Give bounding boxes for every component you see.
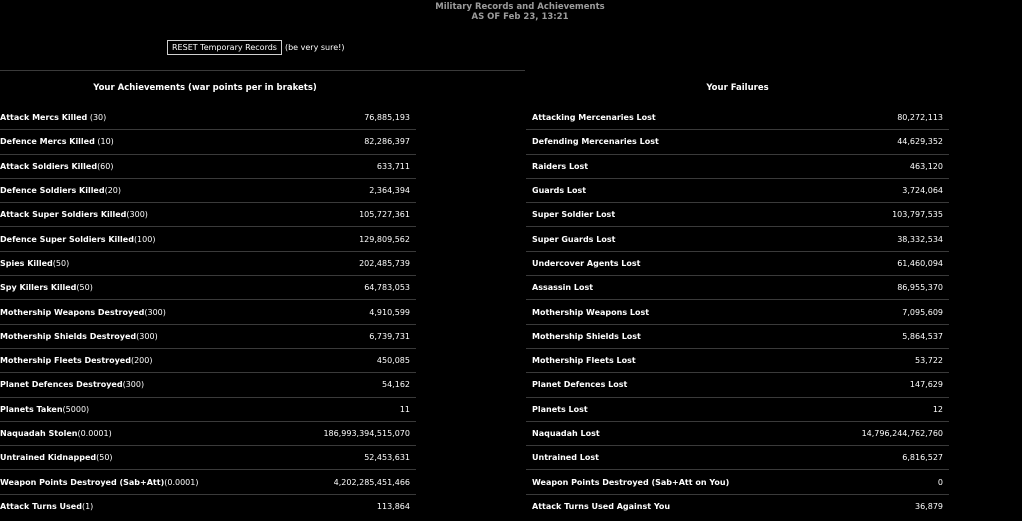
row-label — [532, 259, 641, 268]
table-row — [0, 155, 416, 179]
row-label — [0, 356, 152, 365]
row-value: 0 — [937, 477, 943, 487]
row-label-name: Guards Lost — [532, 186, 587, 196]
page-title: Military Records and Achievements — [435, 2, 605, 12]
row-label-name: Untrained Lost — [532, 453, 599, 463]
row-war-points: (300) — [126, 210, 148, 220]
failures-title: Your Failures — [706, 83, 769, 93]
row-war-points: (20) — [104, 186, 122, 196]
row-label-name: Attack Turns Used Against You — [532, 502, 671, 512]
row-label — [0, 186, 121, 195]
row-war-points: (10) — [94, 137, 114, 147]
row-label — [532, 405, 588, 414]
row-value: 4,202,285,451,466 — [333, 477, 410, 487]
table-row — [526, 179, 949, 203]
table-row — [0, 373, 416, 397]
row-label-name: Mothership Fleets Destroyed — [0, 356, 131, 366]
row-label-name: Super Guards Lost — [532, 234, 616, 244]
table-row — [526, 470, 949, 494]
row-value: 463,120 — [909, 161, 943, 171]
row-value: 80,272,113 — [897, 113, 943, 123]
row-war-points: (60) — [97, 161, 114, 171]
row-label-name: Defence Mercs Killed — [0, 137, 95, 147]
table-row — [0, 130, 416, 154]
row-war-points: (200) — [130, 356, 153, 366]
row-value: 14,796,244,762,760 — [861, 429, 943, 438]
row-label — [0, 380, 144, 389]
row-war-points: (0.0001) — [164, 477, 199, 487]
reset-warning-note: (be very sure!) — [284, 43, 345, 52]
row-value: 64,783,053 — [364, 283, 410, 293]
table-row — [0, 325, 416, 349]
row-label — [532, 186, 586, 195]
table-row — [526, 495, 949, 519]
row-label — [0, 137, 114, 146]
row-label — [0, 308, 166, 317]
table-row — [0, 446, 416, 470]
row-label-name: Weapon Points Destroyed (Sab+Att) — [0, 477, 165, 487]
table-row — [526, 276, 949, 300]
row-label-name: Mothership Fleets Lost — [532, 356, 636, 366]
table-row — [526, 130, 949, 154]
row-value: 7,095,609 — [902, 307, 943, 317]
table-row — [526, 155, 949, 179]
row-value: 202,485,739 — [359, 258, 410, 268]
row-value: 54,162 — [382, 380, 410, 390]
table-row — [526, 349, 949, 373]
row-value: 82,286,397 — [364, 137, 410, 147]
achievements-table — [0, 71, 416, 519]
row-value: 38,332,534 — [897, 234, 943, 244]
table-row — [526, 227, 949, 251]
row-label-name: Attack Turns Used — [0, 502, 82, 512]
table-row — [0, 495, 416, 519]
row-value: 3,724,064 — [902, 186, 943, 196]
row-value: 36,879 — [915, 502, 943, 512]
row-label-name: Planet Defences Destroyed — [0, 380, 123, 390]
table-row — [0, 276, 416, 300]
row-value: 147,629 — [909, 380, 943, 390]
row-label-name: Naquadah Stolen — [0, 429, 78, 438]
row-label-name: Raiders Lost — [532, 161, 589, 171]
table-row — [0, 422, 416, 446]
row-label — [0, 332, 158, 341]
row-label — [532, 308, 649, 317]
table-row — [0, 203, 416, 227]
row-label-name: Weapon Points Destroyed (Sab+Att on You) — [532, 477, 730, 487]
row-war-points: (1) — [81, 502, 94, 512]
table-row — [526, 422, 949, 446]
row-label — [0, 113, 106, 122]
table-row — [526, 106, 949, 130]
achievements-title: Your Achievements (war points per in brakets) — [93, 83, 317, 93]
row-war-points: (100) — [133, 234, 156, 244]
table-row — [0, 398, 416, 422]
row-value: 186,993,394,515,070 — [323, 429, 410, 438]
row-label — [532, 429, 600, 438]
row-label — [0, 162, 113, 171]
table-row — [0, 300, 416, 324]
row-label — [0, 259, 69, 268]
row-value: 11 — [399, 404, 410, 414]
table-row — [526, 325, 949, 349]
table-row — [0, 179, 416, 203]
row-value: 53,722 — [915, 356, 943, 366]
table-row — [0, 349, 416, 373]
row-value: 44,629,352 — [897, 137, 943, 147]
as-of-date: AS OF Feb 23, 13:21 — [471, 12, 569, 22]
row-label-name: Defence Super Soldiers Killed — [0, 234, 134, 244]
row-value: 450,085 — [376, 356, 410, 366]
page-header — [0, 2, 1022, 22]
reset-temporary-records-button[interactable]: RESET Temporary Records — [167, 40, 282, 55]
row-label-name: Mothership Weapons Destroyed — [0, 307, 145, 317]
row-value: 52,453,631 — [364, 453, 410, 463]
row-label — [532, 137, 659, 146]
table-row — [526, 398, 949, 422]
row-label-name: Spies Killed — [0, 258, 53, 268]
row-value: 76,885,193 — [364, 113, 410, 123]
failures-table — [526, 71, 949, 519]
row-label — [0, 429, 112, 438]
row-war-points: (300) — [136, 331, 158, 341]
table-row — [526, 300, 949, 324]
row-label-name: Defending Mercenaries Lost — [532, 137, 659, 147]
row-label — [532, 356, 636, 365]
row-war-points: (50) — [76, 283, 93, 293]
table-row — [0, 227, 416, 251]
row-label — [0, 502, 93, 511]
row-label — [0, 283, 93, 292]
row-label — [0, 235, 155, 244]
row-label-name: Defence Soldiers Killed — [0, 186, 105, 196]
table-row — [526, 446, 949, 470]
row-war-points: (30) — [87, 113, 107, 123]
row-label — [0, 210, 148, 219]
row-value: 2,364,394 — [369, 186, 410, 196]
row-war-points: (300) — [144, 307, 166, 317]
row-value: 86,955,370 — [897, 283, 943, 293]
table-row — [526, 252, 949, 276]
row-label — [532, 478, 729, 487]
row-value: 12 — [932, 404, 943, 414]
row-label — [532, 235, 615, 244]
row-label — [532, 502, 670, 511]
row-war-points: (50) — [52, 258, 70, 268]
row-label — [532, 113, 656, 122]
table-row — [0, 470, 416, 494]
row-label-name: Planets Lost — [532, 404, 588, 414]
row-war-points: (0.0001) — [77, 429, 112, 438]
row-value: 6,816,527 — [902, 453, 943, 463]
row-label-name: Untrained Kidnapped — [0, 453, 97, 463]
row-value: 4,910,599 — [369, 307, 410, 317]
row-value: 61,460,094 — [897, 258, 943, 268]
row-label-name: Mothership Shields Destroyed — [0, 331, 137, 341]
row-label-name: Naquadah Lost — [532, 429, 600, 438]
row-label-name: Attack Mercs Killed — [0, 113, 88, 123]
table-row — [0, 106, 416, 130]
row-label — [0, 453, 113, 462]
row-label — [0, 478, 198, 487]
row-war-points: (300) — [122, 380, 145, 390]
row-label — [532, 332, 641, 341]
row-label-name: Attack Soldiers Killed — [0, 161, 98, 171]
row-label-name: Super Soldier Lost — [532, 210, 616, 220]
row-value: 105,727,361 — [359, 210, 410, 220]
row-value: 103,797,535 — [892, 210, 943, 220]
row-label-name: Planets Taken — [0, 404, 63, 414]
row-label-name: Assassin Lost — [532, 283, 594, 293]
row-value: 113,864 — [376, 502, 410, 512]
row-value: 129,809,562 — [359, 234, 410, 244]
reset-bar — [167, 40, 344, 55]
row-label — [0, 405, 89, 414]
row-label — [532, 453, 599, 462]
row-value: 5,864,537 — [902, 331, 943, 341]
row-label — [532, 162, 588, 171]
table-row — [0, 252, 416, 276]
row-label-name: Planet Defences Lost — [532, 380, 628, 390]
table-row — [526, 373, 949, 397]
row-label-name: Undercover Agents Lost — [532, 258, 641, 268]
row-label — [532, 380, 627, 389]
row-war-points: (5000) — [62, 404, 90, 414]
row-value: 6,739,731 — [369, 331, 410, 341]
row-label-name: Mothership Weapons Lost — [532, 307, 650, 317]
table-row — [526, 203, 949, 227]
row-label-name: Mothership Shields Lost — [532, 331, 641, 341]
row-label-name: Spy Killers Killed — [0, 283, 77, 293]
row-label-name: Attacking Mercenaries Lost — [532, 113, 656, 123]
row-label — [532, 210, 615, 219]
row-war-points: (50) — [96, 453, 113, 463]
row-label-name: Attack Super Soldiers Killed — [0, 210, 127, 220]
row-label — [532, 283, 593, 292]
row-value: 633,711 — [376, 161, 410, 171]
